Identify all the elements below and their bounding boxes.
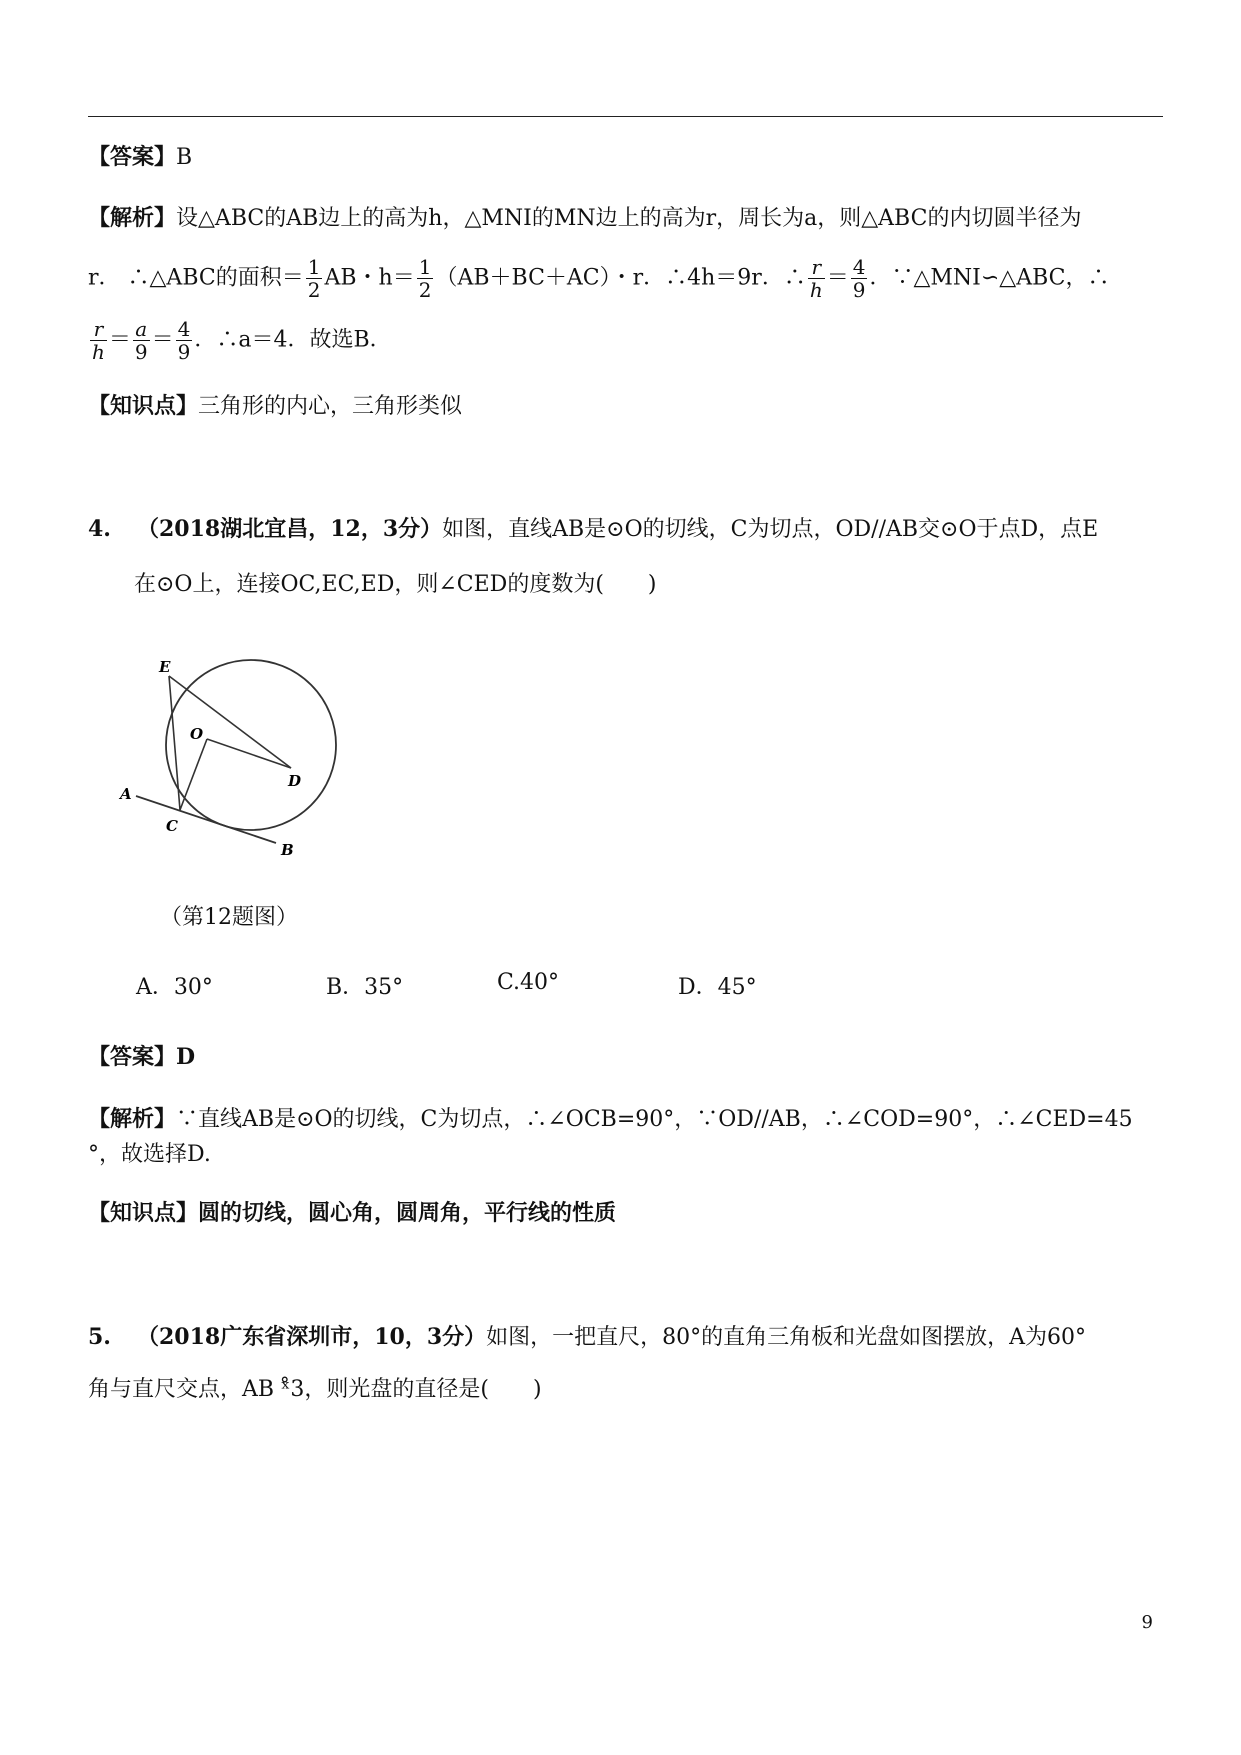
knowledge-value: 三角形的内心，三角形类似 [198, 394, 463, 419]
denominator: h [809, 278, 823, 302]
option-c: C.40° [497, 970, 560, 995]
question-number: 5. [88, 1324, 111, 1350]
numerator: a [133, 318, 150, 341]
q4-answer [88, 1042, 195, 1073]
question-stem: 如图，直线AB是⊙O的切线，C为切点，OD//AB交⊙O于点D，点E [442, 517, 1099, 542]
answer-label: 【答案】 [88, 144, 177, 170]
analysis-label: 【解析】 [88, 1106, 177, 1132]
segment-od [207, 739, 291, 768]
question-stem: 如图，一把直尺，80°的直角三角板和光盘如图摆放，A为60° [486, 1325, 1087, 1350]
header-rule [88, 116, 1163, 117]
fraction-four-ninths [851, 256, 868, 301]
analysis-text: ∵直线AB是⊙O的切线，C为切点，∴∠OCB=90°，∵OD//AB，∴∠COD=90°，∴∠CED=45 [176, 1107, 1133, 1132]
question-stem: 角与直尺交点，AB ˣ̊3，则光盘的直径是( ) [88, 1377, 542, 1402]
question-source: （2018湖北宜昌，12，3分） [136, 516, 443, 542]
tangent-line-ab [136, 796, 276, 843]
q4-analysis-line1 [88, 1104, 1133, 1135]
option-b: B．35° [326, 975, 404, 1000]
q3-answer [88, 142, 192, 173]
numerator: 4 [852, 255, 866, 279]
q4-analysis-line2 [88, 1140, 211, 1170]
analysis-label: 【解析】 [88, 205, 177, 231]
q4-stem-line1 [88, 514, 1098, 545]
label-b: B [281, 841, 294, 859]
analysis-text: （AB＋BC＋AC）・r．∴4h＝9r．∴ [435, 265, 806, 291]
knowledge-label: 【知识点】 [88, 1200, 199, 1226]
numerator: 1 [307, 255, 321, 279]
fraction-a-over-9 [133, 318, 150, 363]
numerator: 4 [177, 317, 191, 341]
denominator: 9 [177, 340, 191, 364]
knowledge-value: 圆的切线，圆心角，圆周角，平行线的性质 [198, 1200, 617, 1226]
circle-tangent-figure [120, 658, 328, 870]
page-number: 9 [1141, 1612, 1153, 1633]
denominator: 9 [134, 340, 148, 364]
fraction-four-ninths-2 [176, 318, 193, 363]
analysis-text: ．∴a＝4．故选B． [194, 327, 392, 353]
numerator: r [808, 256, 825, 279]
figure-caption: （第12题图） [160, 905, 298, 930]
label-c: C [166, 817, 178, 835]
denominator: 9 [852, 278, 866, 302]
answer-value: D [176, 1044, 196, 1070]
denominator: h [92, 340, 105, 364]
analysis-text: 设△ABC的AB边上的高为h，△MNI的MN边上的高为r，周长为a，则△ABC的内切圆半径为 [176, 206, 1082, 231]
question-source: （2018广东省深圳市，10，3分） [136, 1324, 487, 1350]
denominator: 2 [307, 278, 321, 302]
numerator: r [90, 318, 107, 341]
label-o: O [190, 725, 204, 743]
fraction-one-half [306, 256, 323, 301]
label-d: D [288, 772, 302, 790]
q3-analysis-line3 [88, 318, 392, 363]
segment-ec [169, 676, 180, 810]
option-a: A．30° [136, 975, 213, 1000]
fraction-r-over-h [808, 256, 825, 301]
fraction-one-half-2 [417, 256, 434, 301]
answer-label: 【答案】 [88, 1044, 177, 1070]
numerator: 1 [418, 255, 432, 279]
q5-stem-line2 [88, 1375, 542, 1405]
label-e: E [159, 658, 171, 676]
analysis-text: r． ∴△ABC的面积＝ [88, 265, 304, 291]
question-number: 4. [88, 516, 111, 542]
q3-knowledge [88, 391, 462, 422]
segment-oc [180, 739, 207, 810]
knowledge-label: 【知识点】 [88, 393, 199, 419]
analysis-text: AB・h＝ [324, 265, 415, 291]
analysis-text: ．∵△MNI∽△ABC，∴ [869, 265, 1110, 291]
q5-stem-line1 [88, 1322, 1086, 1353]
answer-value: B [176, 145, 193, 170]
question-stem: 在⊙O上，连接OC,EC,ED，则∠CED的度数为( ) [134, 572, 657, 597]
label-a: A [120, 785, 132, 803]
equals-sign: ＝ [826, 265, 849, 291]
q4-knowledge [88, 1198, 616, 1228]
segment-ed [169, 676, 291, 768]
q3-analysis-line2 [88, 256, 1110, 301]
circle-o [166, 660, 336, 830]
equals-sign: ＝ [108, 327, 131, 353]
option-d: D．45° [678, 975, 757, 1000]
denominator: 2 [418, 278, 432, 302]
equals-sign: ＝ [151, 327, 174, 353]
analysis-text: °，故选择D. [88, 1142, 211, 1167]
q3-analysis-line1 [88, 203, 1081, 234]
q4-stem-line2 [134, 570, 656, 600]
fraction-r-over-h-2 [90, 318, 107, 363]
